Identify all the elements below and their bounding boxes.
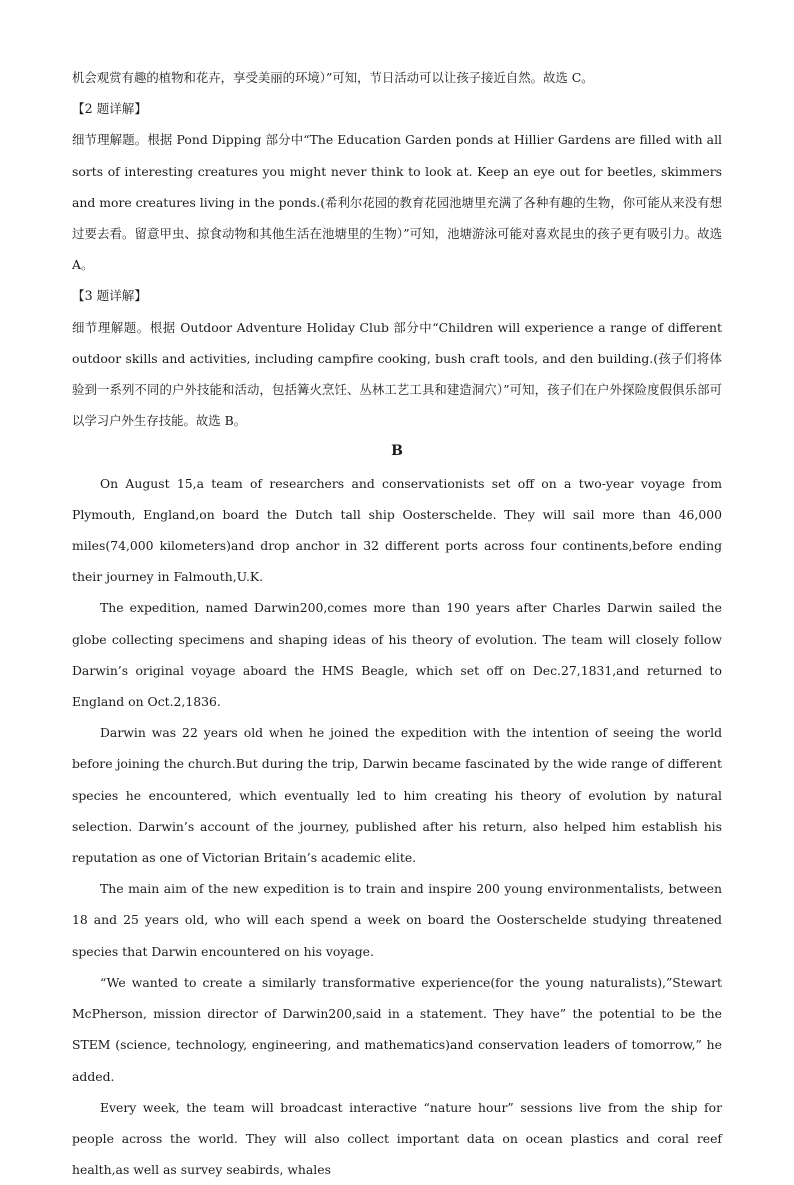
q2-heading: 【2 题详解】 — [72, 101, 147, 117]
passage-paragraph-5: “We wanted to create a similarly transformative experience(for the young naturalists),”Stewart McPherson, mission director of Darwin200,said in a statement. They have” the potential to be the STEM (science, technology, engineering, and mathematics)and conservation leaders of tomorrow,” he added. — [72, 974, 722, 1084]
passage-paragraph-2: The expedition, named Darwin200,comes more than 190 years after Charles Darwin sailed the globe collecting specimens and shaping ideas of his theory of evolution. The team will closely follow Darwin’s original voyage aboard the HMS Beagle, which set off on Dec.27,1831,and returned to England on Oct.2,1836. — [72, 600, 722, 710]
passage-paragraph-6: Every week, the team will broadcast interactive “nature hour” sessions live from the ship for people across the world. They will also collect important data on ocean plastics and coral reef health,as well as survey seabirds, whales — [72, 1099, 722, 1178]
passage-paragraph-3: Darwin was 22 years old when he joined the expedition with the intention of seeing the world before joining the church.But during the trip, Darwin became fascinated by the wide range of different species he encountered, which eventually led to him creating his theory of evolution by natural selection. Darwin’s account of the journey, published after his return, also helped him establish his reputation as one of Victorian Britain’s academic elite. — [72, 725, 722, 866]
document-page — [72, 62, 722, 1185]
passage-paragraph-1: On August 15,a team of researchers and conservationists set off on a two-year voyage from Plymouth, England,on board the Dutch tall ship Oosterschelde. They will sail more than 46,000 miles(74,000 kilometers)and drop anchor in 32 different ports across four continents,before ending their journey in Falmouth,U.K. — [72, 475, 722, 585]
q1-answer-tail: 机会观赏有趣的植物和花卉，享受美丽的环境）”可知，节日活动可以让孩子接近自然。故选 C。 — [72, 70, 594, 85]
passage-paragraph-4: The main aim of the new expedition is to train and inspire 200 young environmentalists, between 18 and 25 years old, who will each spend a week on board the Oosterschelde studying threatened species that Darwin encountered on his voyage. — [72, 881, 722, 959]
q3-explanation: 细节理解题。根据 Outdoor Adventure Holiday Club 部分中“Children will experience a range of different outdoor skills and activities, including campfire cooking, bush craft tools, and den building.(孩子们将体验到一系列不同的户外技能和活动，包括篝火烹饪、丛林工艺工具和建造洞穴）”可知，孩子们在户外探险度假俱乐部可以学习户外生存技能。故选 B。 — [72, 319, 722, 429]
passage-title: B — [391, 443, 403, 460]
q2-explanation: 细节理解题。根据 Pond Dipping 部分中“The Education Garden ponds at Hillier Gardens are filled with all sorts of interesting creatures you might never think to look at. Keep an eye out for beetles, skimmers and more creatures living in the ponds.(希利尔花园的教育花园池塘里充满了各种有趣的生物，你可能从来没有想过要去看。留意甲虫、掠食动物和其他生活在池塘里的生物）”可知，池塘游泳可能对喜欢昆虫的孩子更有吸引力。故选 A。 — [72, 132, 722, 273]
q3-heading: 【3 题详解】 — [72, 288, 147, 304]
